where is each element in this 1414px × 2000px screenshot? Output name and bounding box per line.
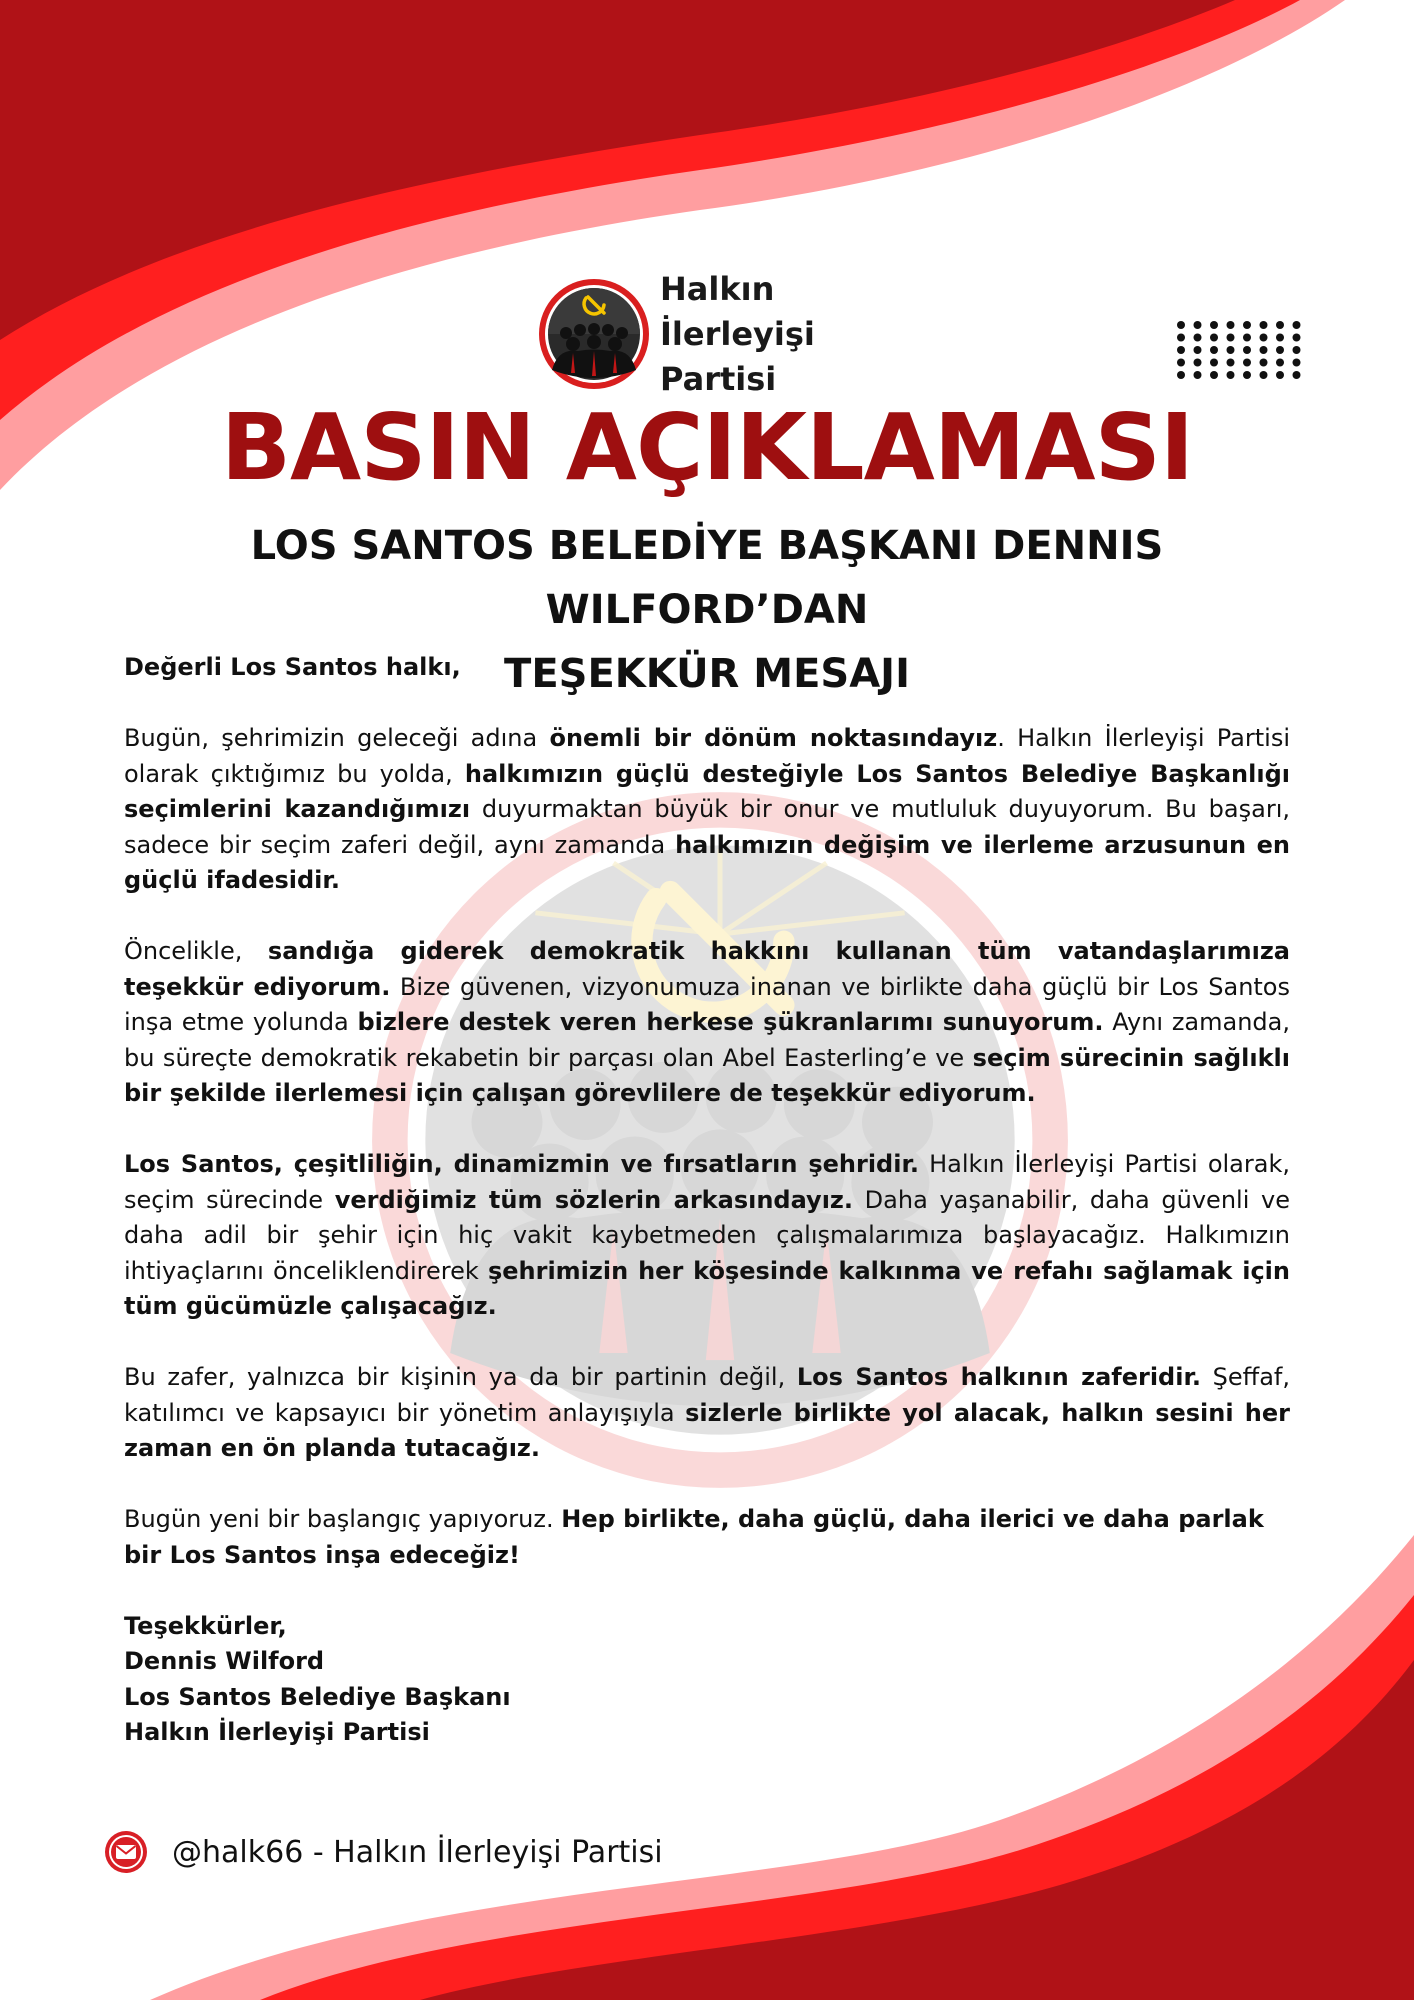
headline-line1: LOS SANTOS BELEDİYE BAŞKANI DENNIS WILFORD’DAN	[250, 523, 1164, 633]
contact-text: @halk66 - Halkın İlerleyişi Partisi	[172, 1834, 663, 1870]
paragraph-5: Bugün yeni bir başlangıç yapıyoruz. Hep birlikte, daha güçlü, daha ilerici ve daha parlak bir Los Santos inşa edeceğiz!	[124, 1505, 1264, 1569]
paragraph-1: Bugün, şehrimizin geleceği adına önemli bir dönüm noktasındayız. Halkın İlerleyişi Partisi olarak çıktığımız bu yolda, halkımızın güçlü desteğiyle Los Santos Belediye Başkanlığı seçimlerini kazandığımızı duyurmaktan büyük bir onur ve mutluluk duyuyorum. Bu başarı, sadece bir seçim zaferi değil, aynı zamanda halkımızın değişim ve ilerleme arzusunun en güçlü ifadesidir.	[124, 724, 1290, 894]
contact-footer	[104, 1828, 663, 1876]
signature-name: Dennis Wilford	[124, 1647, 325, 1675]
dot-grid-icon	[1176, 320, 1302, 380]
party-name-line2: Partisi	[660, 359, 777, 398]
document-type: BASIN AÇIKLAMASI	[220, 394, 1194, 501]
headline-line2: TEŞEKKÜR MESAJI	[504, 651, 910, 697]
greeting: Değerli Los Santos halkı,	[124, 653, 461, 681]
letter-body	[124, 650, 1290, 1751]
party-name	[660, 267, 940, 402]
signature-closing: Teşekkürler,	[124, 1611, 287, 1640]
signature-block	[124, 1609, 1290, 1751]
signature-title: Los Santos Belediye Başkanı	[124, 1682, 511, 1711]
party-logo-icon	[538, 278, 650, 390]
paragraph-4: Bu zafer, yalnızca bir kişinin ya da bir partinin değil, Los Santos halkının zaferidir. Şeffaf, katılımcı ve kapsayıcı bir yönetim anlayışıyla sizlerle birlikte yol alacak, halkın sesini her zaman en ön planda tutacağız.	[124, 1363, 1290, 1462]
brand-header	[538, 269, 940, 398]
envelope-icon	[104, 1830, 148, 1874]
paragraph-2: Öncelikle, sandığa giderek demokratik hakkını kullanan tüm vatandaşlarımıza teşekkür ediyorum. Bize güvenen, vizyonumuza inanan ve birlikte daha güçlü bir Los Santos inşa etme yolunda bizlere destek veren herkese şükranlarımı sunuyorum. Aynı zamanda, bu süreçte demokratik rekabetin bir parçası olan Abel Easterling’e ve seçim sürecinin sağlıklı bir şekilde ilerlemesi için çalışan görevlilere de teşekkür ediyorum.	[124, 937, 1290, 1107]
party-name-line1: Halkın İlerleyişi	[660, 269, 815, 353]
signature-party: Halkın İlerleyişi Partisi	[124, 1718, 430, 1746]
paragraph-3: Los Santos, çeşitliliğin, dinamizmin ve fırsatların şehridir. Halkın İlerleyişi Partisi olarak, seçim sürecinde verdiğimiz tüm sözlerin arkasındayız. Daha yaşanabilir, daha güvenli ve daha adil bir şehir için hiç vakit kaybetmeden çalışmalarımıza başlayacağız. Halkımızın ihtiyaçlarını önceliklendirerek şehrimizin her köşesinde kalkınma ve refahı sağlamak için tüm gücümüzle çalışacağız.	[124, 1150, 1290, 1320]
